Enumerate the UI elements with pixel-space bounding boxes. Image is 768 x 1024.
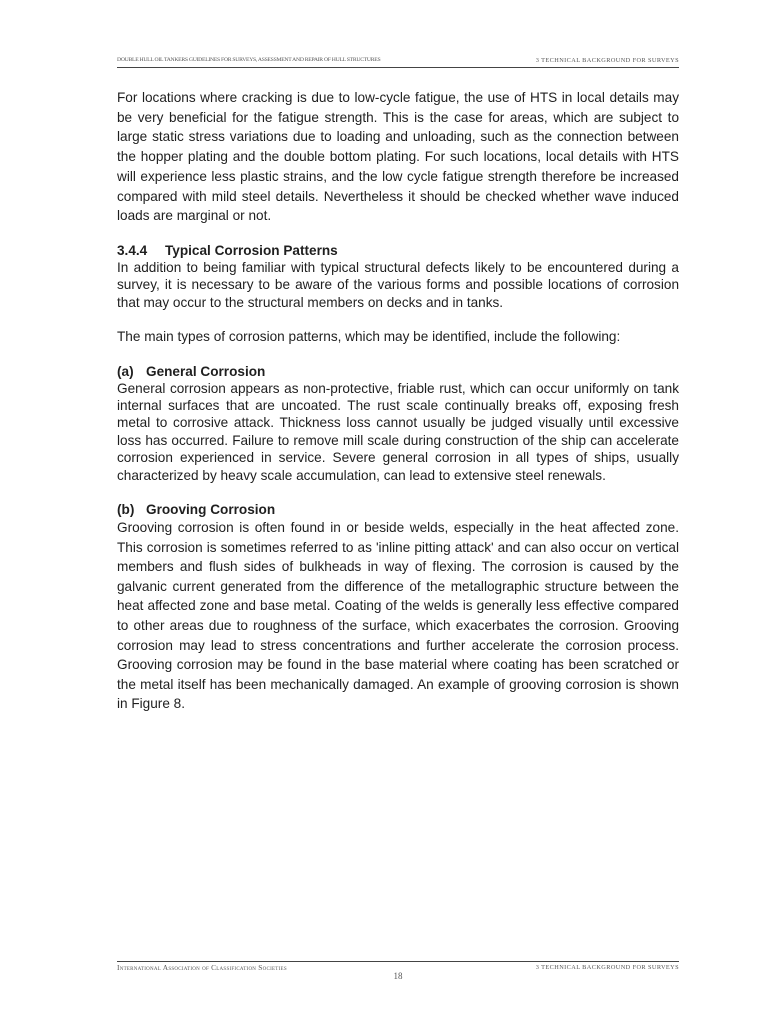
subsection-a-label: (a) <box>117 363 134 379</box>
section-title: Typical Corrosion Patterns <box>165 242 338 258</box>
header-chapter-title: 3 TECHNICAL BACKGROUND FOR SURVEYS <box>535 57 679 64</box>
section-number: 3.4.4 <box>117 242 148 258</box>
intro-paragraph: For locations where cracking is due to low-cycle fatigue, the use of HTS in local details may be very beneficial for the fatigue strength. This is the case for areas, which are subject to large static stress variations due to loading and unloading, such as the connection between the hopper plating and the double bottom plating. For such locations, local details with HTS will experience less plastic strains, and the low cycle fatigue strength therefore be increased compared with mild steel details. Nevertheless it should be checked whether wave induced loads are marginal or not. <box>117 90 679 224</box>
page-header <box>117 57 679 71</box>
section-heading <box>117 242 679 259</box>
section-paragraph: In addition to being familiar with typical structural defects likely to be encountered during a survey, it is necessary to be aware of the various forms and possible locations of corrosion that may occur to the structural members on decks and in tanks. <box>117 259 679 310</box>
header-document-title: DOUBLE HULL OIL TANKERS GUIDELINES FOR SURVEYS, ASSESSMENT AND REPAIR OF HULL STRUCTURES <box>117 57 381 63</box>
header-rule <box>117 67 679 68</box>
subsection-b-label: (b) <box>117 501 135 517</box>
page-number: 18 <box>393 971 403 981</box>
subsection-a-title: General Corrosion <box>146 363 266 379</box>
page-body <box>117 88 679 714</box>
subsection-a-heading <box>117 363 679 380</box>
main-types-paragraph: The main types of corrosion patterns, which may be identified, include the following: <box>117 329 621 345</box>
subsection-b-paragraph: Grooving corrosion is often found in or beside welds, especially in the heat affected zone. This corrosion is sometimes referred to as 'inline pitting attack' and can also occur on vertical members and flush sides of bulkheads in way of flexing. The corrosion is caused by the galvanic current generated from the difference of the metallographic structure between the heat affected zone and base metal. Coating of the welds is generally less effective compared to other areas due to roughness of the surface, which exacerbates the corrosion. Grooving corrosion may lead to stress concentrations and further accelerate the corrosion process. Grooving corrosion may be found in the base material where coating has been scratched or the metal itself has been mechanically damaged. An example of grooving corrosion is shown in Figure 8. <box>117 519 679 712</box>
footer-rule <box>117 961 679 962</box>
subsection-b-heading <box>117 501 679 518</box>
page-footer <box>117 956 679 986</box>
subsection-b-title: Grooving Corrosion <box>146 501 276 517</box>
footer-chapter-title: 3 TECHNICAL BACKGROUND FOR SURVEYS <box>535 964 679 971</box>
subsection-a-paragraph: General corrosion appears as non-protective, friable rust, which can occur uniformly on tank internal surfaces that are uncoated. The rust scale continually breaks off, exposing fresh metal to corrosive attack. Thickness loss cannot usually be judged visually until excessive loss has occurred. Failure to remove mill scale during construction of the ship can accelerate corrosion experienced in service. Severe general corrosion in all types of ships, usually characterized by heavy scale accumulation, can lead to extensive steel renewals. <box>117 380 679 483</box>
footer-organization: International Association of Classification Societies <box>117 963 287 972</box>
